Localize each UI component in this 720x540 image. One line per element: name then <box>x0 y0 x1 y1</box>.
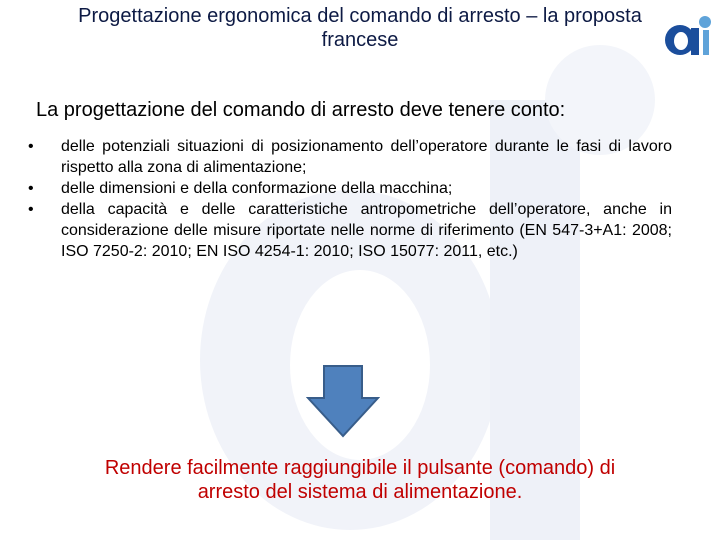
intro-text: La progettazione del comando di arresto deve tenere conto: <box>36 99 566 121</box>
page-title <box>0 4 720 52</box>
conclusion-line-1: Rendere facilmente raggiungibile il pulsante (comando) di <box>104 457 616 479</box>
conclusion-line-2: arresto del sistema di alimentazione. <box>197 481 523 503</box>
list-item <box>24 136 672 178</box>
title-line-1: Progettazione ergonomica del comando di arresto – la proposta <box>78 5 642 27</box>
bullet-marker: • <box>28 180 34 197</box>
down-arrow-icon <box>306 364 380 438</box>
inail-logo-icon <box>660 10 716 58</box>
bullet-marker: • <box>28 138 34 155</box>
bullet-text: della capacità e delle caratteristiche antropometriche dell’operatore, anche in considerazione delle misure riportate nelle norme di riferimento (EN 547-3+A1: 2008; ISO 7250-2: 2010; EN ISO 4254-1: 2010; ISO 15077: 2011, etc.) <box>61 201 672 260</box>
bullet-text: delle potenziali situazioni di posizionamento dell’operatore durante le fasi di lavoro rispetto alla zona di alimentazione; <box>61 138 672 176</box>
bullet-text: delle dimensioni e della conformazione della macchina; <box>61 180 453 197</box>
conclusion-text <box>30 456 690 504</box>
list-item <box>24 178 672 199</box>
bullet-list <box>24 136 672 262</box>
list-item <box>24 199 672 262</box>
title-line-2: francese <box>321 29 399 51</box>
bullet-marker: • <box>28 201 34 218</box>
